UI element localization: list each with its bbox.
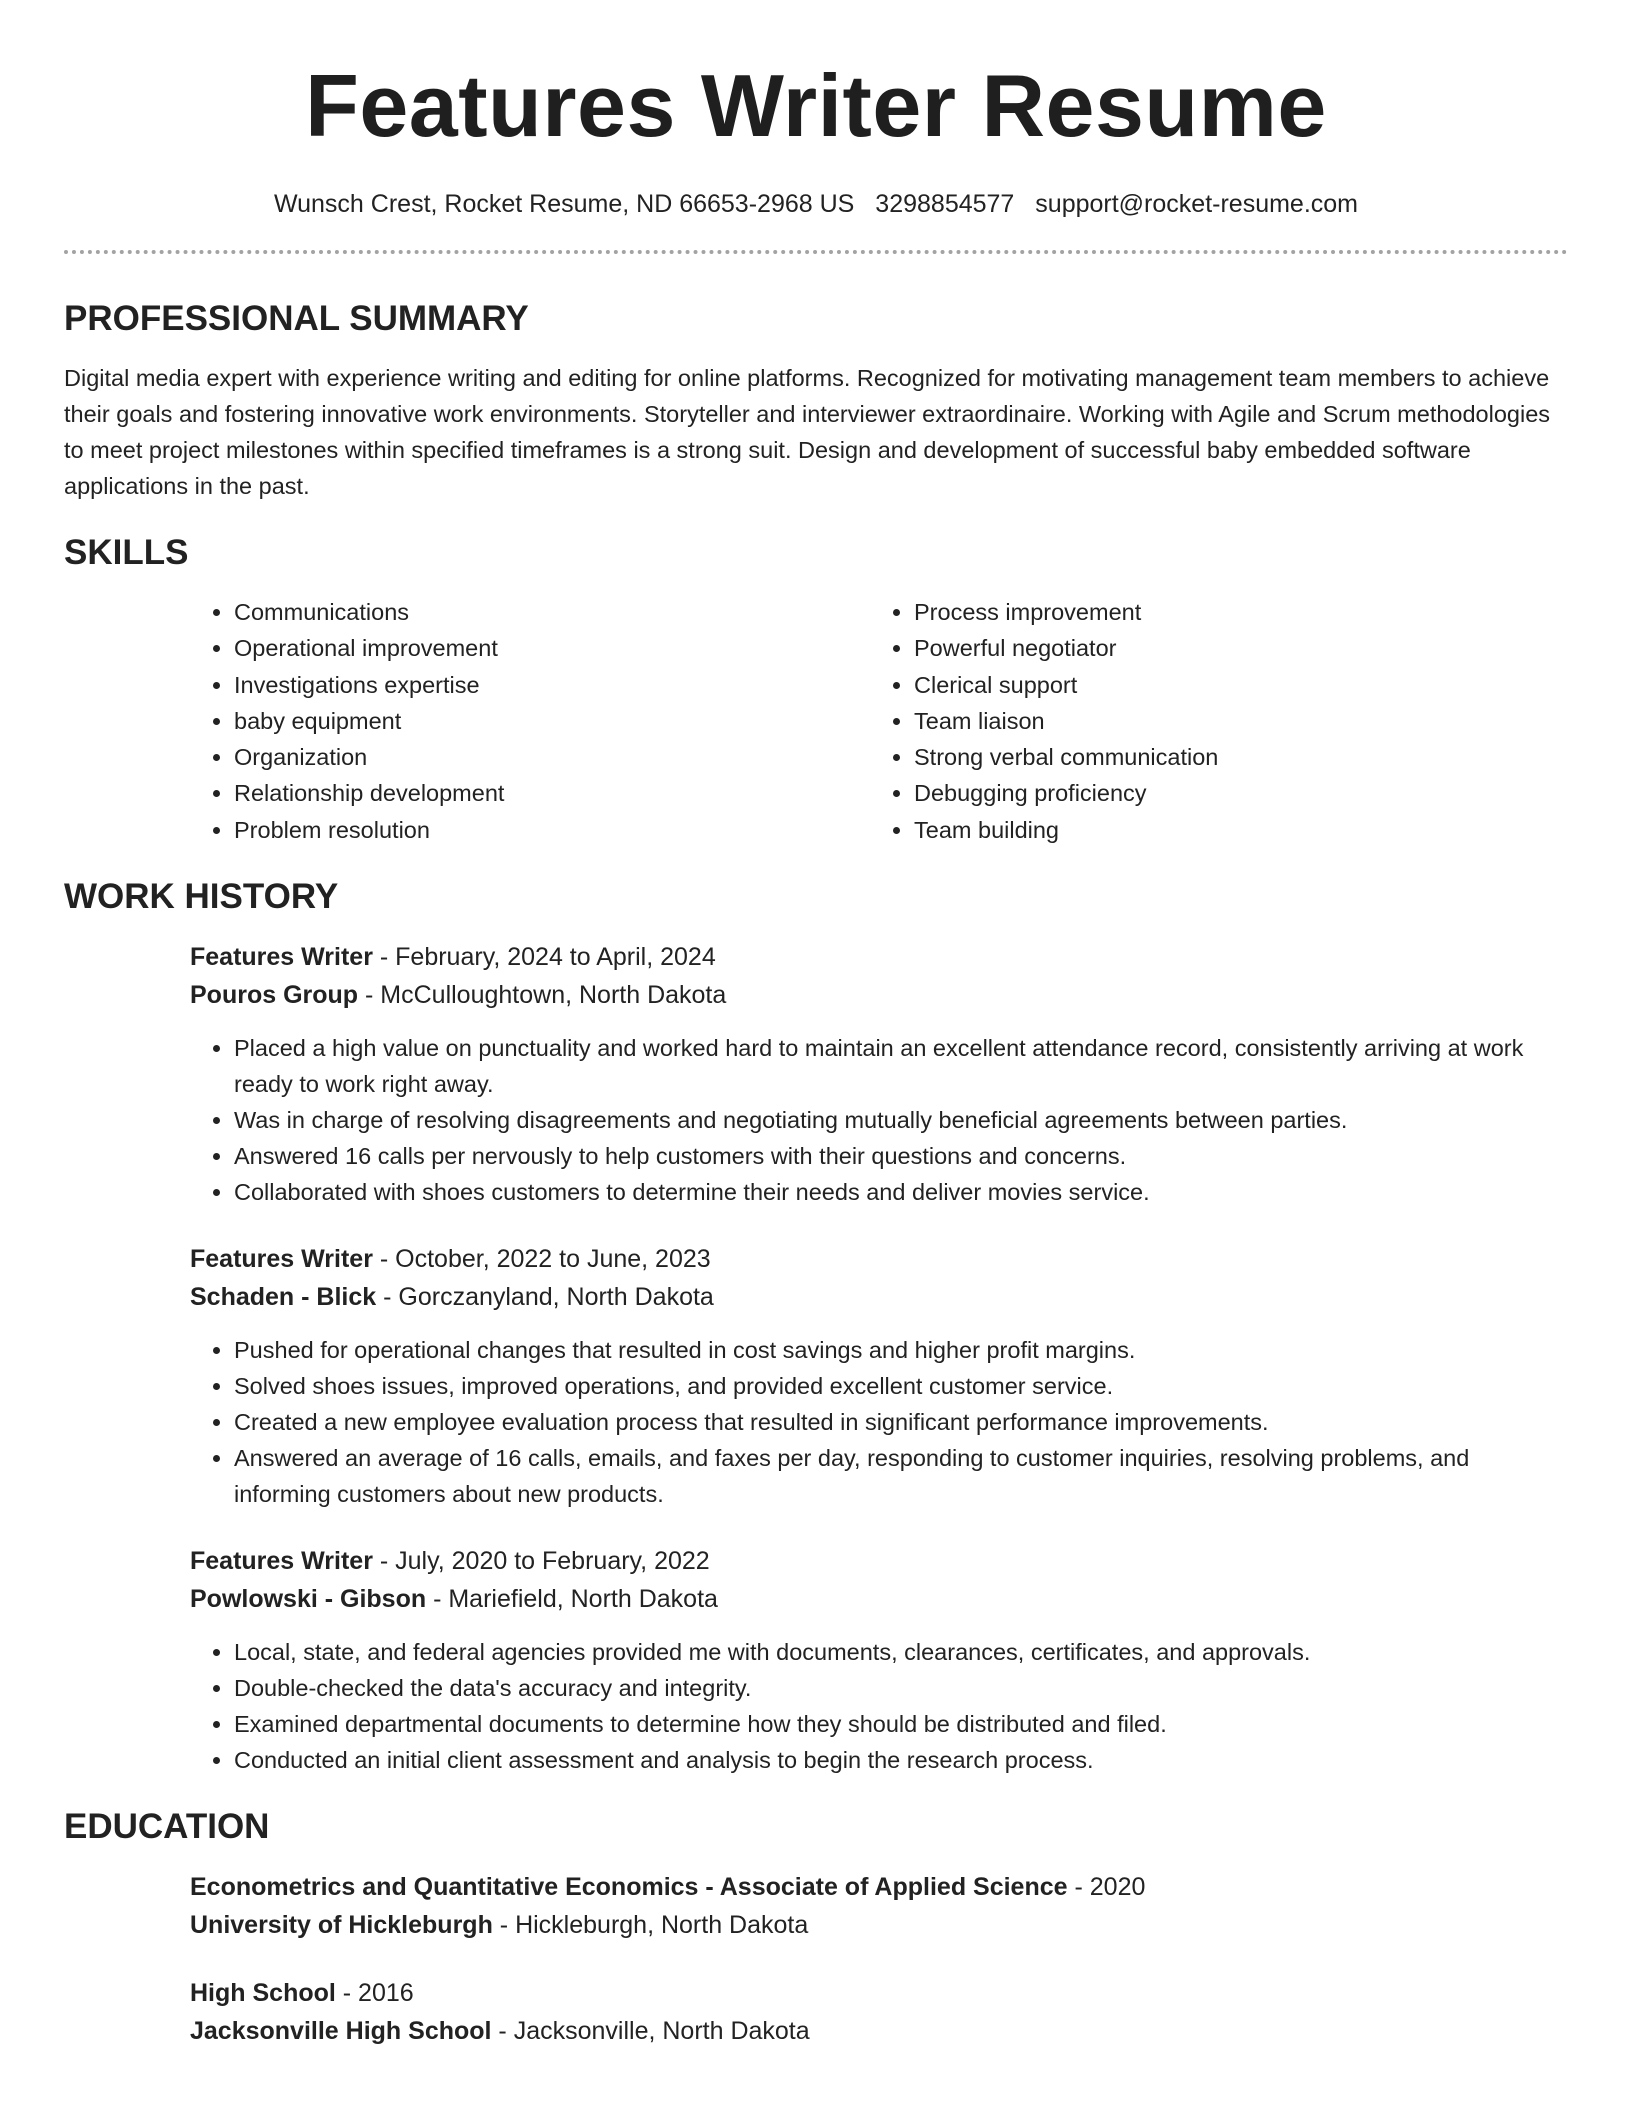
skill-item: • Organization: [234, 739, 870, 775]
summary-heading: PROFESSIONAL SUMMARY: [64, 299, 529, 338]
job-company: Pouros Group: [190, 981, 359, 1010]
skill-item: • Team liaison: [914, 703, 1550, 739]
skill-item: • Relationship development: [234, 775, 870, 811]
job-bullet: • Conducted an initial client assessment and analysis to begin the research process.: [234, 1742, 1568, 1778]
job-company: Powlowski - Gibson: [190, 1585, 427, 1614]
contact-line: [64, 188, 1568, 220]
degree-name: High School: [190, 1979, 336, 2008]
school-location: - Hickleburgh, North Dakota: [492, 1911, 809, 1940]
skill-item: • Communications: [234, 594, 870, 630]
job-dates: - February, 2024 to April, 2024: [372, 943, 716, 972]
job-entry: [190, 938, 1568, 1210]
job-title: Features Writer: [190, 1547, 373, 1576]
skills-column-left: [190, 594, 870, 848]
summary-text: Digital media expert with experience writing and editing for online platforms. Recognized for motivating management team members to achieve their goals and fostering innovative work environments. Storyteller and interviewer extraordinaire. Working with Agile and Scrum methodologies to meet project milestones within specified timeframes is a strong suit. Design and development of successful baby embedded software applications in the past.: [64, 365, 1551, 499]
education-heading: EDUCATION: [64, 1807, 270, 1847]
job-bullet: • Placed a high value on punctuality and worked hard to maintain an excellent attendance record, consistently arriving at work ready to work right away.: [234, 1030, 1568, 1102]
education-entry: [190, 1868, 1568, 1944]
job-entry: [190, 1240, 1568, 1512]
skills-column-right: [870, 594, 1550, 848]
job-location: - McCulloughtown, North Dakota: [358, 981, 727, 1010]
job-bullet: • Solved shoes issues, improved operations, and provided excellent customer service.: [234, 1368, 1568, 1404]
contact-email: support@rocket-resume.com: [1035, 190, 1359, 218]
job-bullet: • Created a new employee evaluation process that resulted in significant performance improvements.: [234, 1404, 1568, 1440]
education-entry: [190, 1974, 1568, 2050]
job-company: Schaden - Blick: [190, 1283, 377, 1312]
job-title-line: [190, 1240, 1568, 1278]
school-name: University of Hickleburgh: [190, 1911, 493, 1940]
skills-heading: SKILLS: [64, 533, 189, 572]
skill-item: • Team building: [914, 812, 1550, 848]
skill-item: • baby equipment: [234, 703, 870, 739]
degree-year: - 2020: [1067, 1873, 1146, 1902]
job-dates: - July, 2020 to February, 2022: [372, 1547, 710, 1576]
education-section: [64, 1806, 1568, 2050]
job-entry: [190, 1542, 1568, 1778]
skill-item: • Strong verbal communication: [914, 739, 1550, 775]
header-divider: [64, 250, 1568, 254]
job-company-line: [190, 1278, 1568, 1316]
job-bullet: • Pushed for operational changes that resulted in cost savings and higher profit margins.: [234, 1332, 1568, 1368]
job-bullet: • Local, state, and federal agencies provided me with documents, clearances, certificates, and approvals.: [234, 1634, 1568, 1670]
skill-item: • Debugging proficiency: [914, 775, 1550, 811]
school-location: - Jacksonville, North Dakota: [491, 2017, 810, 2046]
work-history-heading: WORK HISTORY: [64, 877, 339, 917]
job-bullet: • Was in charge of resolving disagreements and negotiating mutually beneficial agreements between parties.: [234, 1102, 1568, 1138]
job-title: Features Writer: [190, 1245, 373, 1274]
resume-title: Features Writer Resume: [305, 56, 1327, 155]
skill-item: • Powerful negotiator: [914, 630, 1550, 666]
job-title-line: [190, 938, 1568, 976]
degree-year: - 2016: [335, 1979, 414, 2008]
contact-phone: 3298854577: [875, 190, 1015, 218]
skill-item: • Problem resolution: [234, 812, 870, 848]
skill-item: • Operational improvement: [234, 630, 870, 666]
job-dates: - October, 2022 to June, 2023: [372, 1245, 711, 1274]
job-title-line: [190, 1542, 1568, 1580]
job-company-line: [190, 1580, 1568, 1618]
job-bullet: • Collaborated with shoes customers to determine their needs and deliver movies service.: [234, 1174, 1568, 1210]
summary-section: [64, 298, 1568, 504]
skill-item: • Investigations expertise: [234, 667, 870, 703]
job-bullet: • Examined departmental documents to determine how they should be distributed and filed.: [234, 1706, 1568, 1742]
job-bullet: • Double-checked the data's accuracy and integrity.: [234, 1670, 1568, 1706]
job-bullet: • Answered 16 calls per nervously to help customers with their questions and concerns.: [234, 1138, 1568, 1174]
work-history-section: [64, 876, 1568, 1778]
skill-item: • Process improvement: [914, 594, 1550, 630]
skill-item: • Clerical support: [914, 667, 1550, 703]
skills-section: [64, 532, 1568, 848]
job-location: - Mariefield, North Dakota: [426, 1585, 718, 1614]
job-bullet: • Answered an average of 16 calls, emails, and faxes per day, responding to customer inquiries, resolving problems, and informing customers about new products.: [234, 1440, 1568, 1512]
job-title: Features Writer: [190, 943, 373, 972]
school-line: [190, 1906, 1568, 1944]
degree-line: [190, 1974, 1568, 2012]
job-company-line: [190, 976, 1568, 1014]
contact-address: Wunsch Crest, Rocket Resume, ND 66653-2968 US: [273, 190, 855, 218]
job-location: - Gorczanyland, North Dakota: [376, 1283, 714, 1312]
skills-grid: [190, 594, 1568, 848]
degree-line: [190, 1868, 1568, 1906]
school-name: Jacksonville High School: [190, 2017, 492, 2046]
degree-name: Econometrics and Quantitative Economics - Associate of Applied Science: [190, 1873, 1068, 1902]
school-line: [190, 2012, 1568, 2050]
